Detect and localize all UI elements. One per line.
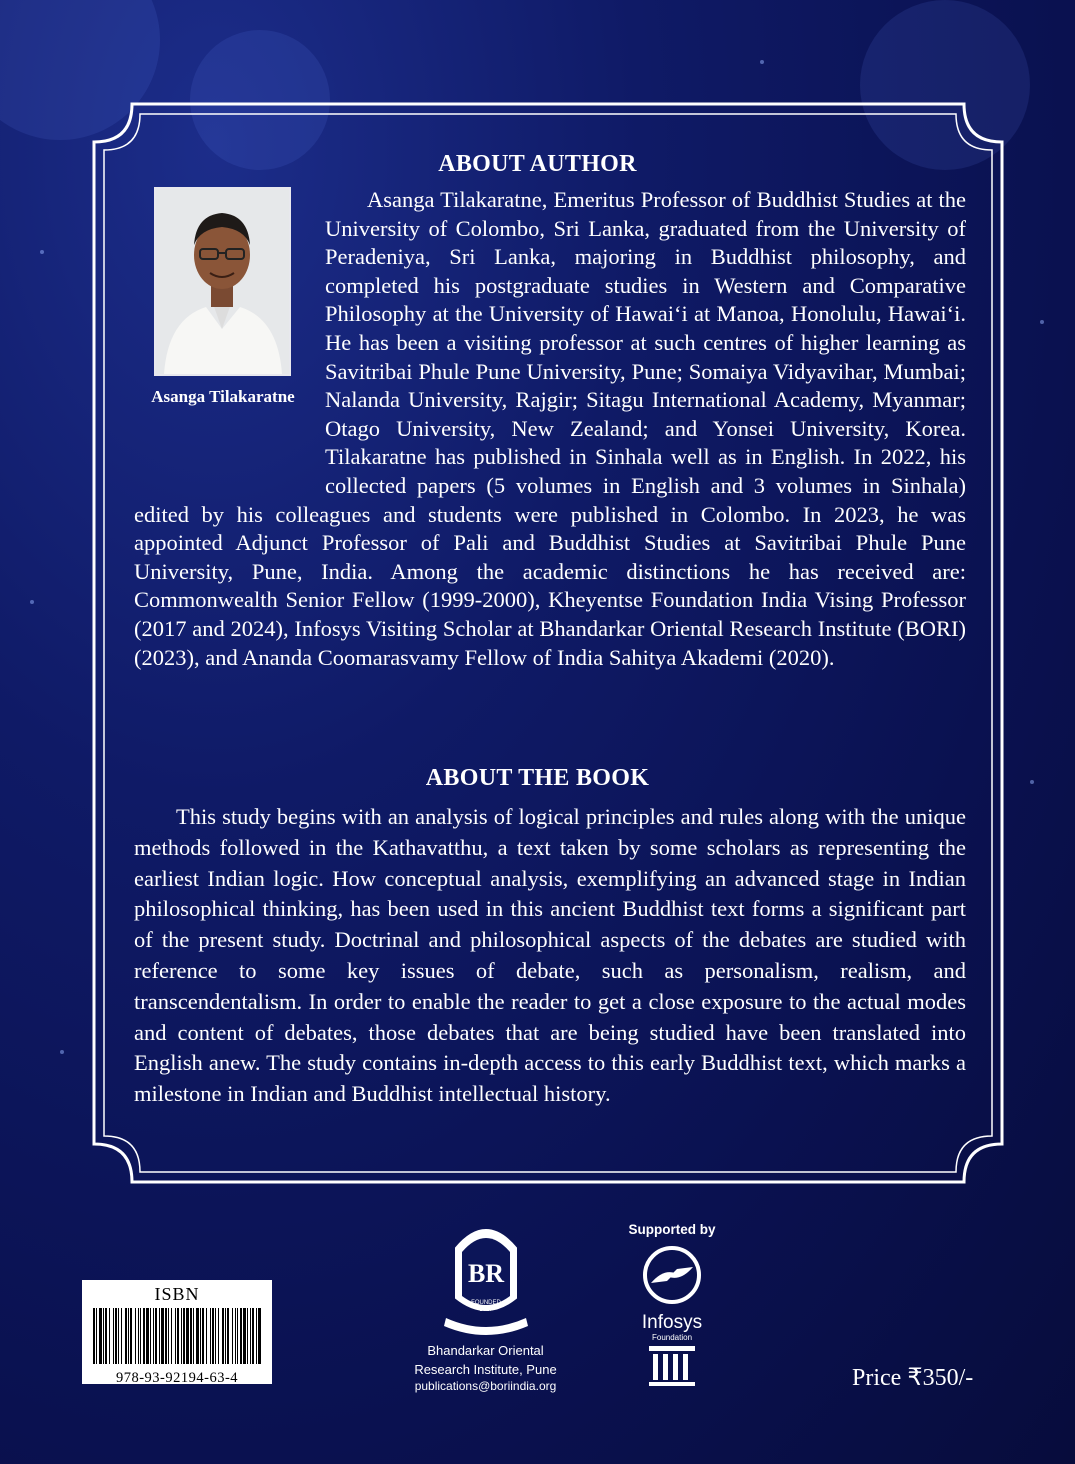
isbn-barcode-box bbox=[82, 1280, 272, 1384]
about-book-heading: ABOUT THE BOOK bbox=[425, 765, 650, 791]
publisher-name-line2: Research Institute, Pune bbox=[414, 1362, 557, 1377]
background-sparkle bbox=[1040, 320, 1044, 324]
publisher-email-link[interactable]: publications@boriindia.org bbox=[414, 1379, 557, 1393]
author-photo-caption: Asanga Tilakaratne bbox=[151, 387, 295, 406]
background-sparkle bbox=[760, 60, 764, 64]
supported-by-label: Supported by bbox=[628, 1222, 716, 1237]
price-label: Price ₹350/- bbox=[852, 1365, 974, 1391]
svg-text:1917: 1917 bbox=[478, 1307, 493, 1313]
isbn-number: 978-93-92194-63-4 bbox=[115, 1370, 239, 1386]
photo-float-spacer bbox=[134, 186, 325, 472]
about-author-body: Asanga Tilakaratne, Emeritus Professor of Buddhist Studies at the University of Colombo, Sri Lanka, graduated from the University of Peradeniya, Sri Lanka, majoring in Buddhist philosophy, and completed his postgraduate studies in Western and Comparative Philosophy at the University of Hawai‘i at Manoa, Honolulu, Hawai‘i. He has been a visiting professor at such centres of higher learning as Savitribai Phule Pune University, Pune; Somaiya Vidyavihar, Mumbai; Nalanda University, Rajgir; Sitagu International Academy, Myanmar; Otago University, New Zealand; and Yonsei University, Korea. Tilakaratne has published in Sinhala well as in English. In 2022, his collected papers (5 volumes in English and 3 volumes in Sinhala) edited by his colleagues and students were published in Colombo. In 2023, he was appointed Adjunct Professor of Pali and Buddhist Studies at Savitribai Phule Pune University, Pune, India. Among the academic distinctions he has received are: Commonwealth Senior Fellow (1999-2000), Kheyentse Foundation India Vising Professor (2017 and 2024), Infosys Visiting Scholar at Bhandarkar Oriental Research Institute (BORI) (2023), and Ananda Coomarasvamy Fellow of India Sahitya Akademi (2020). bbox=[134, 187, 966, 670]
svg-text:BR: BR bbox=[467, 1259, 504, 1288]
about-author-text bbox=[134, 186, 966, 672]
background-sparkle bbox=[60, 1050, 64, 1054]
isbn-label: ISBN bbox=[154, 1284, 200, 1304]
publisher-name-line1: Bhandarkar Oriental bbox=[427, 1343, 544, 1358]
about-book-text: This study begins with an analysis of logical principles and rules along with the unique methods followed in the Kathavatthu, a text taken by some scholars as representing the earliest Indian logic. How conceptual analysis, exemplifying an advanced stage in Indian philosophical thinking, has been used in this ancient Buddhist text forms a significant part of the present study. Doctrinal and philosophical aspects of the debates are studied with reference to some key issues of debate, such as personalism, realism, and transcendentalism. In order to enable the reader to get a close exposure to the actual modes and content of debates, those debates that are being studied have been translated into English anew. The study contains in-depth access to this early Buddhist text, which marks a milestone in Indian and Buddhist intellectual history. bbox=[134, 804, 966, 1107]
svg-text:Foundation: Foundation bbox=[651, 1333, 693, 1342]
sponsor-block bbox=[617, 1222, 727, 1398]
svg-text:FOUNDED: FOUNDED bbox=[470, 1300, 501, 1306]
bori-emblem-icon bbox=[436, 1218, 536, 1336]
background-sparkle bbox=[40, 250, 44, 254]
about-author-heading: ABOUT AUTHOR bbox=[438, 151, 637, 177]
publisher-block bbox=[408, 1218, 563, 1393]
barcode-icon bbox=[91, 1308, 263, 1364]
background-sparkle bbox=[30, 600, 34, 604]
svg-text:Infosys: Infosys bbox=[641, 1312, 703, 1333]
infosys-foundation-logo-icon bbox=[637, 1243, 707, 1393]
